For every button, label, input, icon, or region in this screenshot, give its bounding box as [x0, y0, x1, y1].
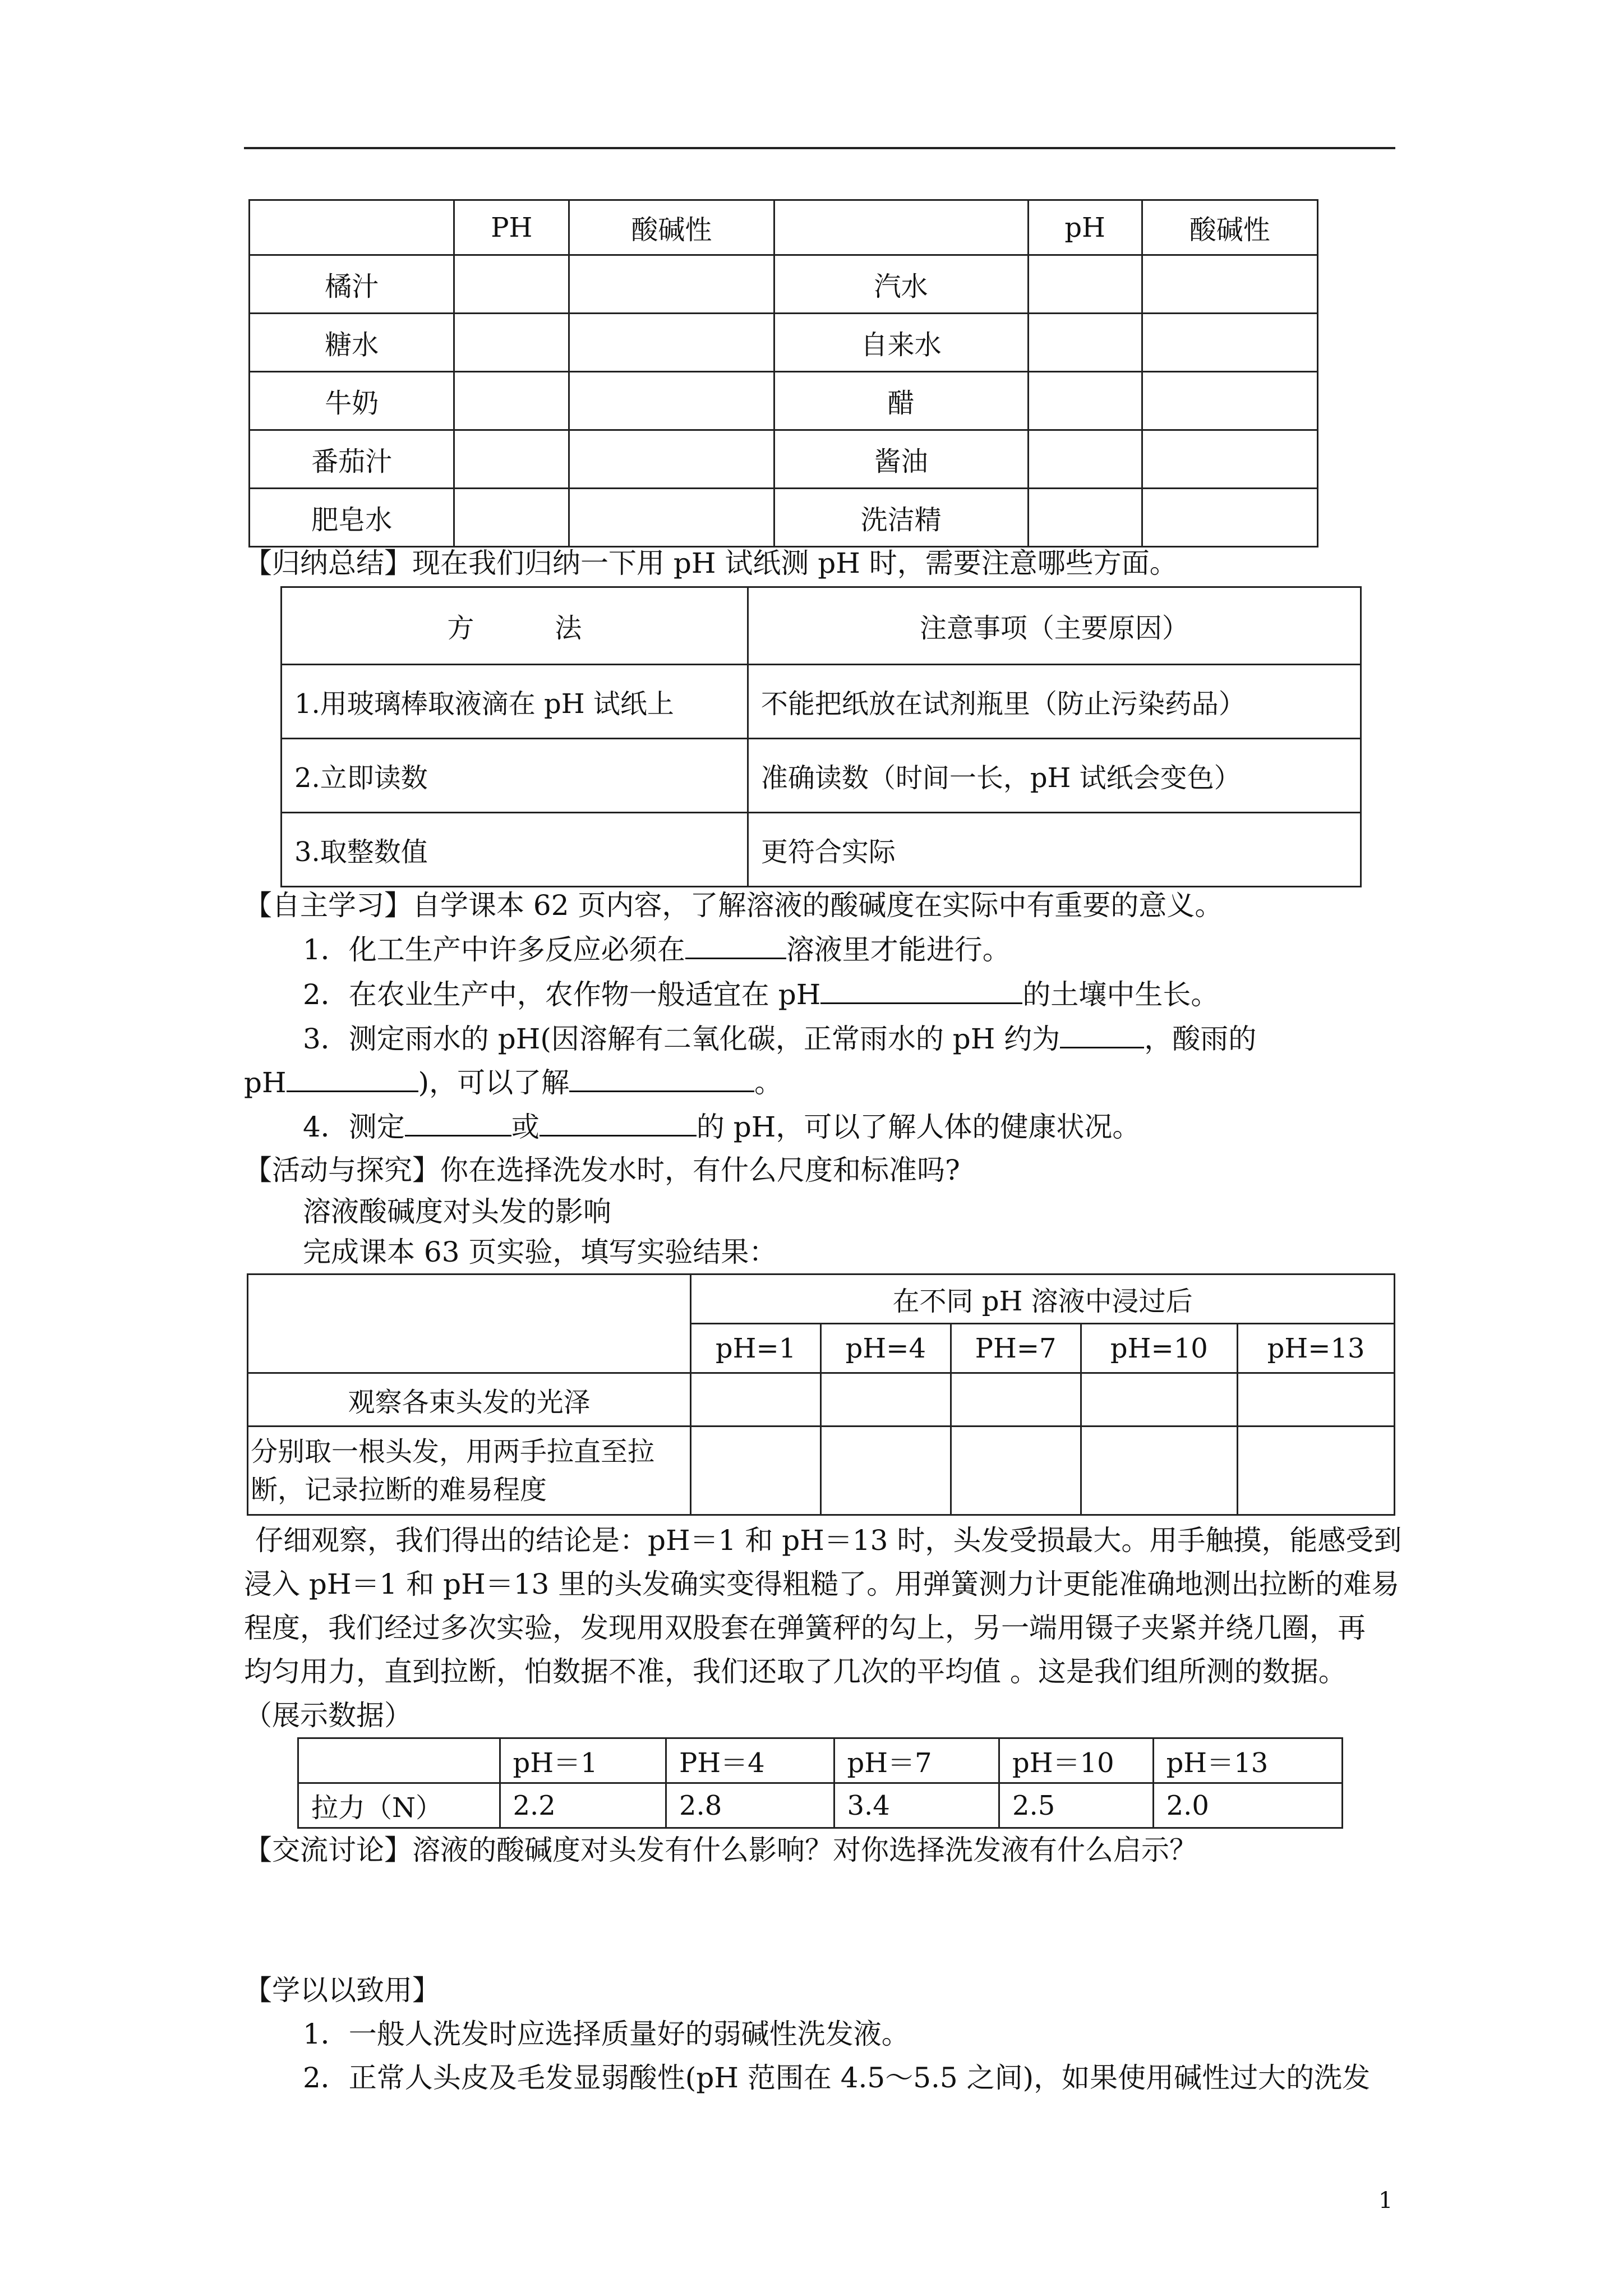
result-cell[interactable] [1238, 1427, 1395, 1515]
substance-cell: 肥皂水 [250, 489, 454, 547]
label-line: 断，记录拉断的难易程度 [251, 1474, 547, 1506]
answer-blank[interactable] [820, 976, 1022, 1004]
summary-heading: 【归纳总结】现在我们归纳一下用 pH 试纸测 pH 时，需要注意哪些方面。 [244, 547, 1178, 579]
conclusion-line: 均匀用力，直到拉断，怕数据不准，我们还取了几次的平均值 。这是我们组所测的数据。 [244, 1655, 1347, 1688]
answer-blank[interactable] [287, 1064, 418, 1092]
acidity-input-cell[interactable] [1142, 372, 1318, 430]
notes-cell: 不能把纸放在试剂瓶里（防止污染药品） [748, 665, 1361, 739]
value-cell: 2.5 [999, 1783, 1154, 1828]
acidity-input-cell[interactable] [1142, 314, 1318, 372]
header-cell [774, 200, 1028, 255]
ph-input-cell[interactable] [1028, 372, 1142, 430]
hair-experiment-table [247, 1273, 1395, 1516]
question-text: 溶液里才能进行。 [786, 933, 1011, 966]
header-cell [298, 1738, 500, 1783]
label-line: 分别取一根头发，用两手拉直至拉 [251, 1435, 655, 1467]
question-text: 的土壤中生长。 [1022, 978, 1219, 1011]
result-cell[interactable] [691, 1427, 821, 1515]
answer-blank[interactable] [405, 1108, 511, 1137]
question-4 [303, 1107, 1140, 1147]
question-text: 或 [511, 1111, 540, 1143]
header-cell: pH＝10 [999, 1738, 1154, 1783]
acidity-input-cell[interactable] [569, 255, 774, 314]
acidity-input-cell[interactable] [1142, 255, 1318, 314]
question-text: 4．测定 [303, 1111, 405, 1143]
value-cell: 2.2 [500, 1783, 666, 1828]
method-cell: 3.取整数值 [282, 813, 748, 887]
substance-cell: 汽水 [774, 255, 1028, 314]
result-cell[interactable] [1081, 1427, 1238, 1515]
result-cell[interactable] [1081, 1373, 1238, 1427]
question-text: ，酸雨的 [1144, 1023, 1257, 1055]
apply-heading: 【学以以致用】 [244, 1974, 440, 2007]
group-header: 在不同 pH 溶液中浸过后 [691, 1274, 1395, 1324]
acidity-input-cell[interactable] [569, 430, 774, 489]
question-text: 。 [754, 1066, 783, 1099]
ph-input-cell[interactable] [1028, 314, 1142, 372]
result-cell[interactable] [820, 1373, 951, 1427]
tensile-data-table [297, 1737, 1343, 1829]
activity-heading: 【活动与探究】你在选择洗发水时，有什么尺度和标准吗? [244, 1154, 960, 1186]
acidity-input-cell[interactable] [569, 489, 774, 547]
answer-blank[interactable] [1060, 1020, 1144, 1048]
value-cell: 3.4 [834, 1783, 999, 1828]
ph-input-cell[interactable] [1028, 430, 1142, 489]
ph-header: pH=4 [820, 1324, 951, 1373]
ph-input-cell[interactable] [454, 430, 569, 489]
acidity-input-cell[interactable] [1142, 489, 1318, 547]
question-text: 1．化工生产中许多反应必须在 [303, 933, 685, 966]
substance-cell: 自来水 [774, 314, 1028, 372]
apply-item: 1．一般人洗发时应选择质量好的弱碱性洗发液。 [303, 2018, 910, 2050]
method-cell: 1.用玻璃棒取液滴在 pH 试纸上 [282, 665, 748, 739]
answer-blank[interactable] [569, 1064, 754, 1092]
substance-cell: 橘汁 [250, 255, 454, 314]
ph-header: pH=1 [691, 1324, 821, 1373]
value-cell: 2.0 [1153, 1783, 1342, 1828]
conclusion-line: （展示数据） [244, 1699, 412, 1732]
question-text: pH [244, 1066, 287, 1099]
acidity-input-cell[interactable] [569, 372, 774, 430]
activity-instruction: 完成课本 63 页实验，填写实验结果： [303, 1236, 777, 1268]
method-summary-table [280, 586, 1362, 887]
conclusion-line: 程度，我们经过多次实验，发现用双股套在弹簧秤的勾上，另一端用镊子夹紧并绕几圈，再 [244, 1612, 1366, 1644]
question-text: 的 pH，可以了解人体的健康状况。 [696, 1111, 1141, 1143]
acidity-input-cell[interactable] [1142, 430, 1318, 489]
header-cell: pH＝1 [500, 1738, 666, 1783]
answer-blank[interactable] [540, 1108, 697, 1137]
result-cell[interactable] [951, 1427, 1081, 1515]
ph-input-cell[interactable] [1028, 255, 1142, 314]
conclusion-line: 仔细观察，我们得出的结论是：pH＝1 和 pH＝13 时，头发受损最大。用手触摸，能感受到 [255, 1524, 1402, 1557]
ph-header: PH=7 [951, 1324, 1081, 1373]
header-cell: 酸碱性 [569, 200, 774, 255]
ph-measure-table [248, 199, 1318, 547]
question-text: 3．测定雨水的 pH(因溶解有二氧化碳，正常雨水的 pH 约为 [303, 1023, 1061, 1055]
substance-cell: 醋 [774, 372, 1028, 430]
ph-input-cell[interactable] [454, 314, 569, 372]
ph-input-cell[interactable] [454, 489, 569, 547]
method-cell: 2.立即读数 [282, 739, 748, 813]
question-3 [303, 1019, 1256, 1059]
header-cell: pH＝13 [1153, 1738, 1342, 1783]
ph-input-cell[interactable] [1028, 489, 1142, 547]
page-number: 1 [1378, 2188, 1393, 2214]
header-rule [244, 147, 1395, 149]
method-header: 方 法 [282, 587, 748, 665]
acidity-input-cell[interactable] [569, 314, 774, 372]
result-cell[interactable] [951, 1373, 1081, 1427]
result-cell[interactable] [1238, 1373, 1395, 1427]
result-cell[interactable] [691, 1373, 821, 1427]
breaking-label [248, 1427, 691, 1515]
header-cell: 酸碱性 [1142, 200, 1318, 255]
header-cell: pH＝7 [834, 1738, 999, 1783]
ph-input-cell[interactable] [454, 372, 569, 430]
question-1 [303, 930, 1011, 970]
ph-header: pH=13 [1238, 1324, 1395, 1373]
question-3-cont [244, 1062, 782, 1103]
result-cell[interactable] [820, 1427, 951, 1515]
self-study-heading: 【自主学习】自学课本 62 页内容，了解溶液的酸碱度在实际中有重要的意义。 [244, 889, 1223, 922]
row-label: 拉力（N） [298, 1783, 500, 1828]
substance-cell: 番茄汁 [250, 430, 454, 489]
header-cell: pH [1028, 200, 1142, 255]
conclusion-line: 浸入 pH＝1 和 pH＝13 里的头发确实变得粗糙了。用弹簧测力计更能准确地测出拉断的难易 [244, 1568, 1400, 1600]
notes-cell: 准确读数（时间一长，pH 试纸会变色） [748, 739, 1361, 813]
notes-cell: 更符合实际 [748, 813, 1361, 887]
discussion-heading: 【交流讨论】溶液的酸碱度对头发有什么影响？对你选择洗发液有什么启示？ [244, 1834, 1197, 1866]
question-2 [303, 974, 1219, 1015]
substance-cell: 牛奶 [250, 372, 454, 430]
substance-cell: 糖水 [250, 314, 454, 372]
answer-blank[interactable] [685, 931, 786, 959]
substance-cell: 洗洁精 [774, 489, 1028, 547]
ph-header: pH=10 [1081, 1324, 1238, 1373]
value-cell: 2.8 [666, 1783, 834, 1828]
observation-label: 观察各束头发的光泽 [248, 1373, 691, 1427]
substance-cell: 酱油 [774, 430, 1028, 489]
ph-input-cell[interactable] [454, 255, 569, 314]
activity-subtitle: 溶液酸碱度对头发的影响 [303, 1195, 611, 1228]
header-cell: PH [454, 200, 569, 255]
question-text: 2．在农业生产中，农作物一般适宜在 pH [303, 978, 821, 1011]
notes-header: 注意事项（主要原因） [748, 587, 1361, 665]
question-text: )，可以了解 [418, 1066, 570, 1099]
header-cell: PH＝4 [666, 1738, 834, 1783]
corner-cell [248, 1274, 691, 1373]
apply-item: 2．正常人头皮及毛发显弱酸性(pH 范围在 4.5～5.5 之间)，如果使用碱性过大的洗发 [303, 2062, 1371, 2094]
header-cell [250, 200, 454, 255]
